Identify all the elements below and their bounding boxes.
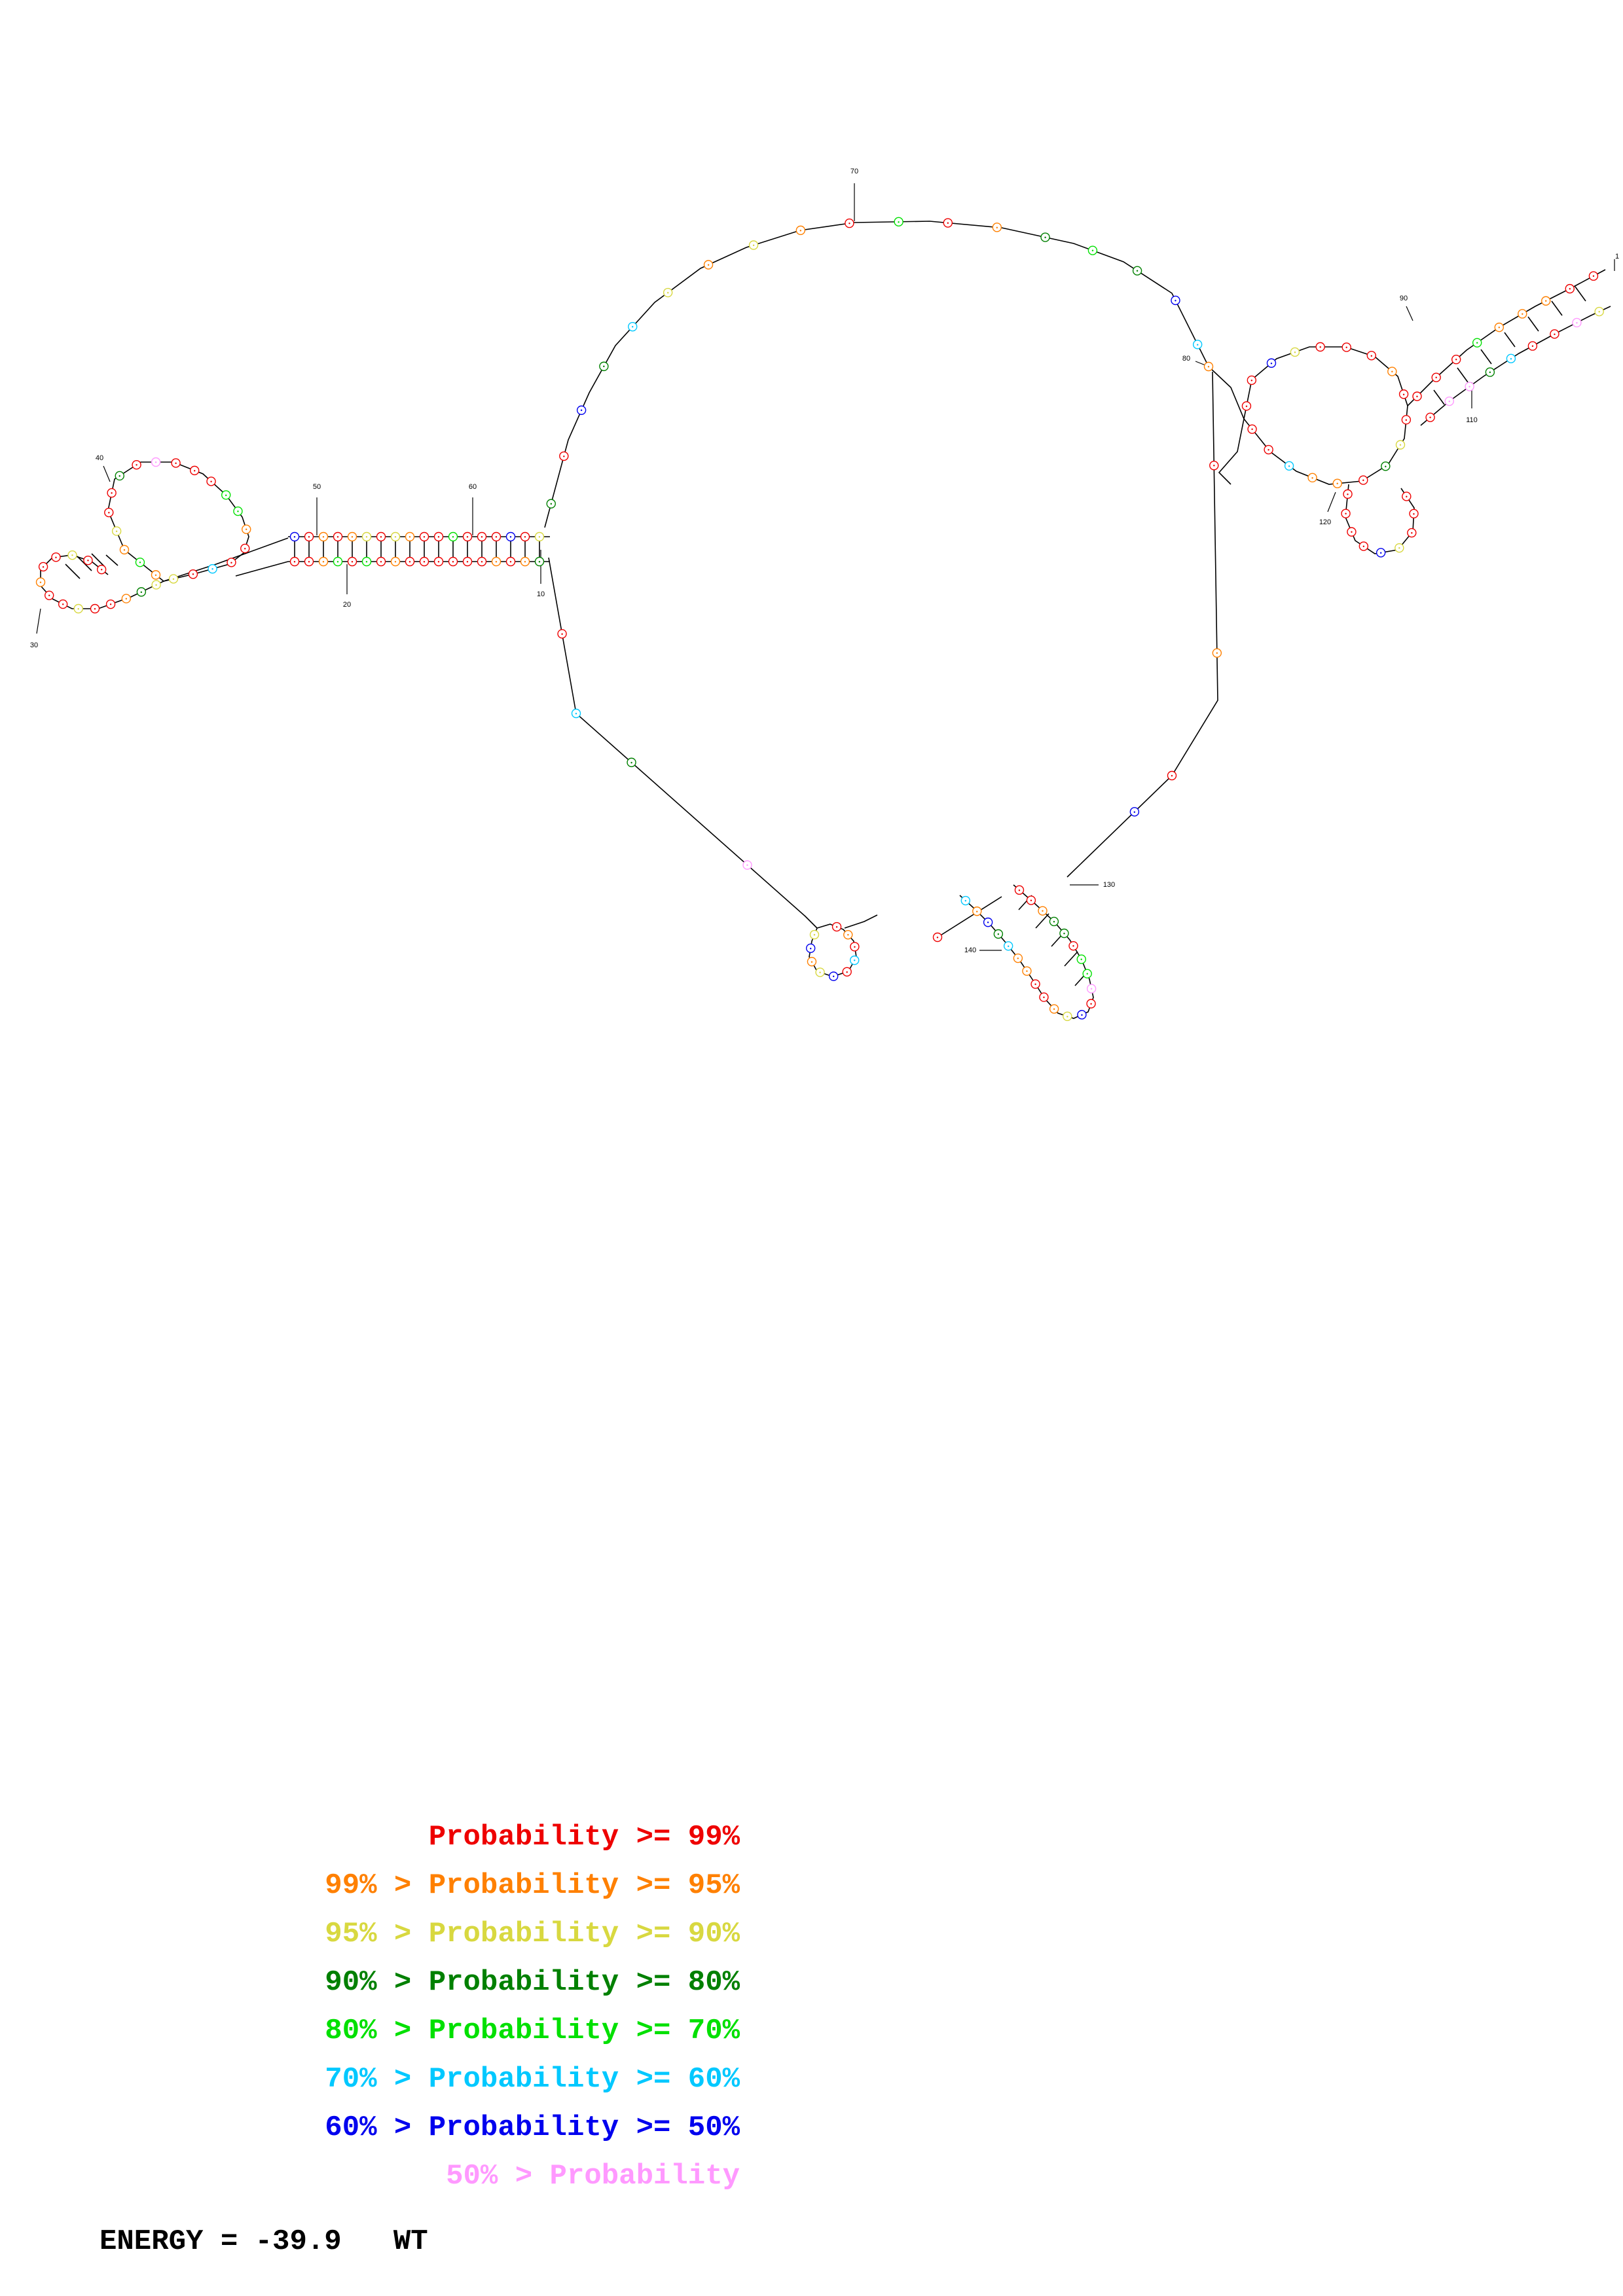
base-letter: • (351, 533, 354, 541)
base-letter: • (380, 558, 382, 565)
base-letter: • (1267, 446, 1270, 454)
base-letter: • (832, 973, 835, 980)
base-letter: • (86, 557, 90, 564)
base-letter: • (1066, 1013, 1068, 1020)
base-letter: • (423, 558, 426, 565)
svg-text:80: 80 (1182, 355, 1191, 363)
base-letter: • (524, 533, 526, 541)
legend-row-4: 80% > Probability >= 70% (325, 2015, 740, 2047)
base-letter: • (1213, 462, 1215, 469)
base-letter: • (1379, 549, 1382, 556)
base-letter: • (524, 558, 526, 565)
base-letter: • (1207, 363, 1210, 370)
base-letter: • (1592, 273, 1595, 280)
base-letter: • (1410, 529, 1413, 537)
base-letter: • (1398, 545, 1400, 552)
base-letter: • (666, 289, 669, 296)
base-letter: • (437, 558, 440, 565)
probability-legend (98, 1813, 753, 2266)
base-letter: • (811, 958, 813, 965)
base-letter: • (466, 533, 469, 541)
base-letter: • (509, 558, 512, 565)
base-letter: • (580, 407, 583, 414)
base-letter: • (1598, 308, 1601, 315)
base-letter: • (1362, 477, 1364, 484)
base-letter: • (560, 630, 564, 637)
base-letter: • (1455, 356, 1457, 363)
base-letter: • (175, 459, 177, 467)
base-nodes (37, 217, 1604, 1020)
base-letter: • (947, 220, 949, 227)
base-letter: • (437, 533, 440, 541)
base-letter: • (109, 601, 112, 608)
rna-structure-diagram (0, 0, 1623, 1113)
lower-right-hairpin (960, 885, 1093, 1018)
svg-text:90: 90 (1399, 295, 1408, 302)
base-letter: • (308, 558, 310, 565)
base-letter: • (1250, 426, 1254, 433)
base-letter: • (562, 453, 565, 460)
base-letter: • (100, 566, 103, 573)
base-letter: • (1362, 543, 1365, 550)
base-letter: • (752, 242, 755, 249)
base-letter: • (1025, 968, 1029, 975)
base-letter: • (1133, 808, 1136, 816)
base-letter: • (1072, 942, 1075, 950)
base-letter: • (1531, 343, 1534, 350)
base-letter: • (1544, 298, 1547, 305)
base-letter: • (631, 323, 634, 331)
base-letter: • (1044, 234, 1047, 242)
base-letter: • (135, 461, 138, 469)
base-letter: • (365, 533, 368, 541)
base-letter: • (848, 220, 850, 227)
base-letter: • (39, 579, 42, 586)
base-letter: • (77, 605, 80, 613)
base-letter: • (1370, 352, 1373, 359)
base-letter: • (1270, 360, 1273, 367)
base-letter: • (155, 459, 157, 466)
base-letter: • (48, 592, 50, 600)
base-letter: • (819, 969, 822, 977)
base-letter: • (630, 759, 633, 766)
base-letter: • (225, 492, 227, 499)
base-letter: • (1350, 529, 1353, 536)
base-letter: • (1196, 341, 1199, 348)
base-letter: • (1344, 511, 1347, 518)
base-letter: • (409, 533, 411, 541)
base-letter: • (1090, 986, 1093, 993)
svg-text:120: 120 (1319, 518, 1332, 526)
base-letter: • (1017, 955, 1019, 962)
base-letter: • (71, 552, 74, 559)
backbone-and-pairs (545, 221, 1218, 937)
base-letter: • (423, 533, 426, 541)
base-letter: • (466, 558, 469, 565)
base-letter: • (394, 558, 397, 565)
right-branch (1209, 270, 1611, 554)
base-letter: • (1063, 930, 1066, 937)
base-letter: • (119, 473, 121, 480)
base-letter: • (244, 545, 246, 552)
small-hairpin-left (809, 915, 877, 977)
base-letter: • (1405, 416, 1408, 423)
base-letter: • (538, 558, 541, 565)
base-letter: • (155, 581, 158, 588)
number-labels (30, 168, 1619, 954)
base-letter: • (1435, 374, 1438, 382)
legend-row-5: 70% > Probability >= 60% (325, 2063, 740, 2096)
base-letter: • (1391, 368, 1393, 376)
base-letter: • (1412, 511, 1415, 518)
base-letter: • (322, 558, 325, 565)
base-letter: • (125, 596, 128, 603)
base-letter: • (1575, 319, 1578, 327)
base-letter: • (111, 490, 113, 497)
base-letter: • (365, 558, 368, 565)
base-letter: • (987, 919, 989, 926)
base-letter: • (1346, 491, 1349, 498)
base-letter: • (846, 969, 848, 976)
base-letter: • (1476, 340, 1478, 347)
base-letter: • (746, 862, 749, 869)
base-letter: • (351, 558, 354, 565)
base-letter: • (809, 945, 812, 952)
base-letter: • (853, 957, 856, 964)
legend-row-6: 60% > Probability >= 50% (325, 2111, 740, 2144)
legend-row-0: Probability >= 99% (428, 1821, 740, 1854)
base-letter: • (707, 261, 710, 268)
base-letter: • (898, 219, 900, 226)
base-letter: • (1402, 391, 1405, 398)
base-letter: • (452, 533, 454, 541)
base-letter: • (799, 227, 802, 234)
base-letter: • (1288, 463, 1290, 470)
base-letter: • (481, 533, 483, 541)
base-letter: • (1429, 414, 1432, 422)
base-letter: • (293, 533, 296, 541)
base-letter: • (1311, 475, 1314, 482)
base-letter: • (192, 571, 194, 578)
base-letter: • (1345, 344, 1348, 351)
base-letter: • (409, 558, 411, 565)
base-letter: • (1041, 908, 1044, 915)
base-letter: • (193, 467, 196, 475)
base-letter: • (976, 908, 978, 915)
legend-row-1: 99% > Probability >= 95% (325, 1869, 740, 1902)
base-letter: • (1053, 918, 1055, 925)
svg-text:60: 60 (468, 483, 477, 491)
base-letter: • (1030, 897, 1032, 905)
base-letter: • (1080, 1011, 1083, 1018)
base-letter: • (538, 533, 541, 541)
base-letter: • (509, 533, 512, 541)
legend-row-3: 90% > Probability >= 80% (325, 1966, 740, 1999)
base-letter: • (1080, 956, 1083, 963)
base-letter: • (1018, 887, 1021, 894)
svg-text:110: 110 (1466, 416, 1478, 424)
base-letter: • (481, 558, 483, 565)
base-letter: • (139, 559, 141, 566)
svg-text:50: 50 (312, 483, 321, 491)
base-letter: • (495, 533, 498, 541)
base-letter: • (107, 509, 110, 516)
base-letter: • (172, 575, 175, 583)
svg-text:130: 130 (1103, 881, 1116, 889)
base-letter: • (293, 558, 296, 565)
base-letter: • (1216, 650, 1218, 657)
base-letter: • (550, 501, 553, 508)
base-letter: • (1553, 331, 1556, 338)
legend-row-7: 50% > Probability (446, 2160, 740, 2193)
base-letter: • (1294, 349, 1296, 356)
base-letter: • (123, 547, 126, 554)
base-letter: • (1053, 1006, 1055, 1013)
base-letter: • (1089, 1001, 1093, 1008)
base-letter: • (54, 554, 58, 561)
base-letter: • (495, 558, 498, 565)
base-letter: • (1415, 393, 1419, 400)
base-letter: • (1136, 268, 1139, 275)
base-letter: • (1489, 369, 1491, 376)
base-letter: • (1405, 493, 1408, 500)
base-letter: • (964, 897, 967, 905)
svg-text:20: 20 (342, 601, 352, 609)
base-letter: • (322, 533, 325, 541)
base-letter: • (380, 533, 382, 541)
base-letter: • (236, 508, 240, 515)
base-letter: • (452, 558, 454, 565)
base-letter: • (997, 931, 1000, 938)
base-letter: • (813, 931, 816, 939)
base-letter: • (211, 565, 214, 573)
left-hairpin (41, 459, 288, 609)
base-letter: • (337, 558, 339, 565)
svg-text:10: 10 (536, 590, 545, 598)
svg-text:1: 1 (1614, 253, 1620, 260)
base-letter: • (853, 943, 856, 950)
energy-label: ENERGY = -39.9 WT (100, 2225, 428, 2258)
base-letter: • (1399, 442, 1402, 449)
base-letter: • (210, 478, 213, 485)
legend-row-2: 95% > Probability >= 90% (325, 1918, 740, 1950)
svg-text:40: 40 (95, 454, 104, 462)
base-letter: • (575, 710, 577, 717)
base-letter: • (602, 363, 605, 370)
base-letter: • (1174, 297, 1177, 304)
base-letter: • (1086, 971, 1089, 978)
base-letter: • (1448, 398, 1451, 405)
base-letter: • (1245, 403, 1248, 410)
svg-text:140: 140 (964, 946, 977, 954)
base-letter: • (337, 533, 339, 541)
base-letter: • (1510, 355, 1512, 363)
base-letter: • (936, 934, 939, 941)
base-letter: • (847, 931, 849, 939)
base-letter: • (115, 528, 118, 535)
base-letter: • (1171, 772, 1173, 780)
base-letter: • (1007, 942, 1010, 950)
base-letter: • (1042, 994, 1046, 1001)
base-letter: • (308, 533, 310, 541)
base-letter: • (62, 601, 64, 608)
svg-text:30: 30 (29, 641, 39, 649)
svg-text:70: 70 (850, 168, 859, 175)
base-letter: • (155, 571, 157, 579)
base-letter: • (996, 224, 998, 231)
base-letter: • (94, 605, 96, 613)
base-letter: • (1091, 247, 1094, 255)
base-letter: • (1569, 285, 1571, 293)
base-letter: • (1498, 324, 1501, 331)
base-letter: • (140, 588, 143, 596)
base-letter: • (1034, 981, 1037, 988)
base-letter: • (1384, 463, 1387, 470)
base-letter: • (42, 564, 45, 571)
base-letter: • (835, 924, 838, 931)
base-letter: • (1468, 384, 1471, 391)
base-letter: • (230, 559, 233, 566)
base-letter: • (245, 526, 247, 533)
base-letter: • (394, 533, 397, 541)
base-letter: • (1250, 377, 1253, 384)
base-letter: • (1319, 344, 1322, 351)
base-letter: • (1521, 310, 1523, 317)
base-letter: • (1336, 480, 1339, 488)
